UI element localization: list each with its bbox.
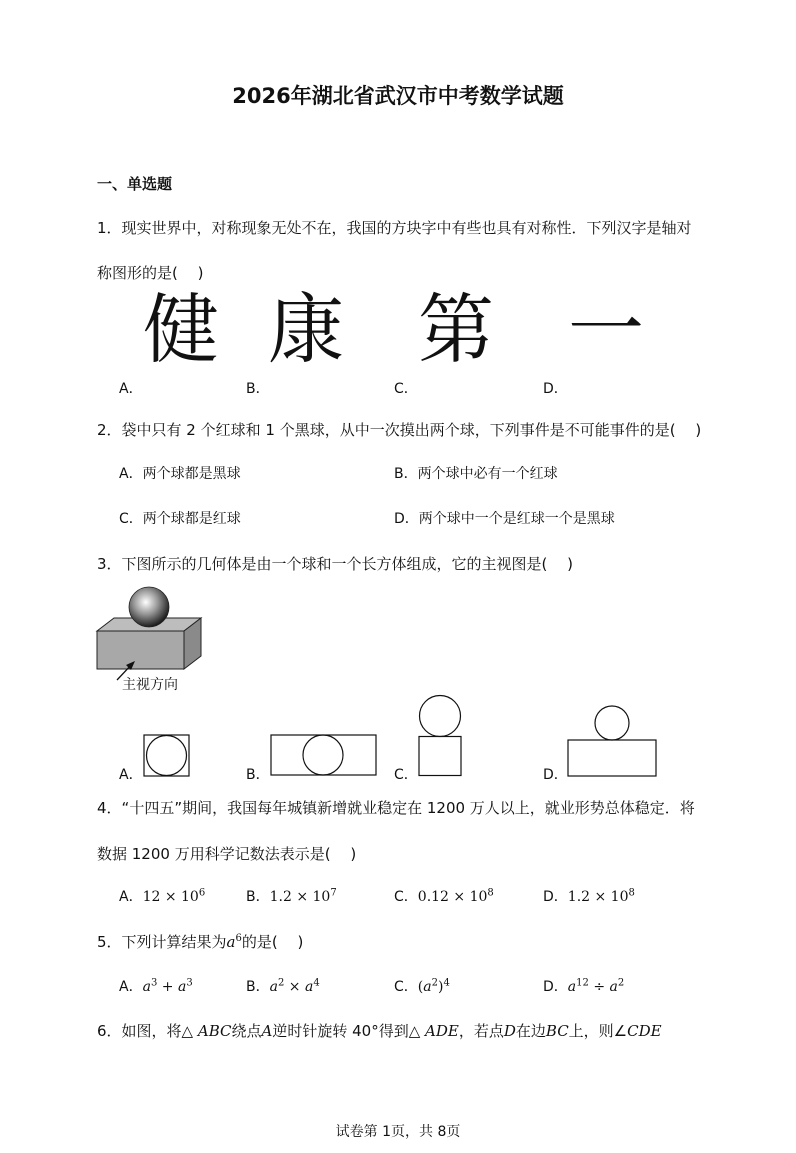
q5-option-a: A．$a^3 + a^3$ [119,977,193,995]
q6-text-4: ，若点 [458,1022,504,1040]
q4-option-b-exp: 7 [330,887,337,899]
q4-option-a-exp: 6 [198,887,206,899]
q5-stem-end: 的是( ) [241,933,304,951]
q1-option-a-label: A． [119,381,143,397]
q6-point-a: A [261,1022,273,1040]
q4-option-a [119,886,205,906]
q3-option-d-figure [567,705,659,779]
q4-option-c [394,886,494,906]
q6-triangle-ade: ADE [425,1022,459,1040]
q6-stem [97,1020,662,1041]
section-heading: 一、单选题 [97,175,173,193]
q4-option-b-base: 1.2 × 10 [269,889,331,905]
q3-stem: 3．下图所示的几何体是由一个球和一个长方体组成，它的主视图是( ) [97,555,574,573]
q1-option-d-label: D． [543,381,568,397]
q3-option-b-label: B． [246,767,270,783]
q5-stem-exp: 6 [235,933,242,944]
q3-view-direction-label: 主视方向 [122,677,178,693]
q5-stem-var: a [226,933,236,951]
q2-stem: 2．袋中只有 2 个红球和 1 个黑球，从中一次摸出两个球，下列事件是不可能事件的是( ) [97,421,702,439]
q5-option-c: C．$(a^2)^4$ [394,977,450,995]
q6-text-5: 在边 [515,1022,546,1040]
ball [129,587,169,627]
q6-text-1: 6．如图，将△ [97,1022,198,1040]
q4-stem-line2: 数据 1200 万用科学记数法表示是( ) [97,845,357,863]
q4-option-b [246,886,337,906]
q1-stem-line1: 1．现实世界中，对称现象无处不在，我国的方块字中有些也具有对称性．下列汉字是轴对 [97,219,692,237]
q4-option-a-base: 12 × 10 [142,889,199,905]
q6-text-3: 逆时针旋转 40°得到△ [272,1022,426,1040]
page-footer: 试卷第 1页，共 8页 [335,1124,461,1140]
q4-option-d [543,886,635,906]
q1-char-d: 一 [568,285,644,374]
q4-option-c-exp: 8 [487,887,494,899]
q5-option-a-label: A． [119,979,143,995]
q3-option-a-figure [143,733,191,777]
q4-option-d-exp: 8 [628,887,635,899]
q6-text-6: 上，则∠ [568,1022,628,1040]
q2-option-a: A．两个球都是黑球 [119,466,241,482]
q4-option-d-label: D． [543,889,568,905]
q1-char-b: 康 [268,285,344,374]
q3-option-a-label: A． [119,767,143,783]
q6-side-bc: BC [545,1022,569,1040]
q5-stem-text: 5．下列计算结果为 [97,933,227,951]
q2-option-c: C．两个球都是红球 [119,511,241,527]
exam-title: 2026年湖北省武汉市中考数学试题 [232,84,564,108]
q3-option-c-figure [418,694,466,778]
q4-stem-line1: 4．“十四五”期间，我国每年城镇新增就业稳定在 1200 万人以上，就业形势总体稳定．将 [97,799,695,817]
q5-stem [97,931,303,952]
q5-option-c-label: C． [394,979,418,995]
q1-char-a: 健 [143,285,219,374]
q2-option-b: B．两个球中必有一个红球 [394,466,558,482]
q5-option-d: D．$a^{12} \div a^2$ [543,977,625,995]
q4-option-d-base: 1.2 × 10 [567,889,629,905]
q4-option-c-base: 0.12 × 10 [417,889,488,905]
q6-triangle-abc: ABC [197,1022,232,1040]
q4-option-c-label: C． [394,889,418,905]
q1-char-c: 第 [418,285,494,374]
q6-angle-cde: CDE [627,1022,662,1040]
q3-option-c-label: C． [394,767,418,783]
q5-option-d-label: D． [543,979,568,995]
q6-point-d: D [503,1022,516,1040]
q4-option-b-label: B． [246,889,270,905]
q5-option-b-label: B． [246,979,270,995]
q4-option-a-label: A． [119,889,143,905]
q6-text-2: 绕点 [231,1022,262,1040]
q5-option-b: B．$a^2 \times a^4$ [246,977,320,995]
q1-option-b-label: B． [246,381,270,397]
q3-option-d-label: D． [543,767,568,783]
q2-option-d: D．两个球中一个是红球一个是黑球 [394,511,615,527]
q1-option-c-label: C． [394,381,418,397]
q3-option-b-figure [270,733,378,777]
q1-stem-line2: 称图形的是( ) [97,264,204,282]
